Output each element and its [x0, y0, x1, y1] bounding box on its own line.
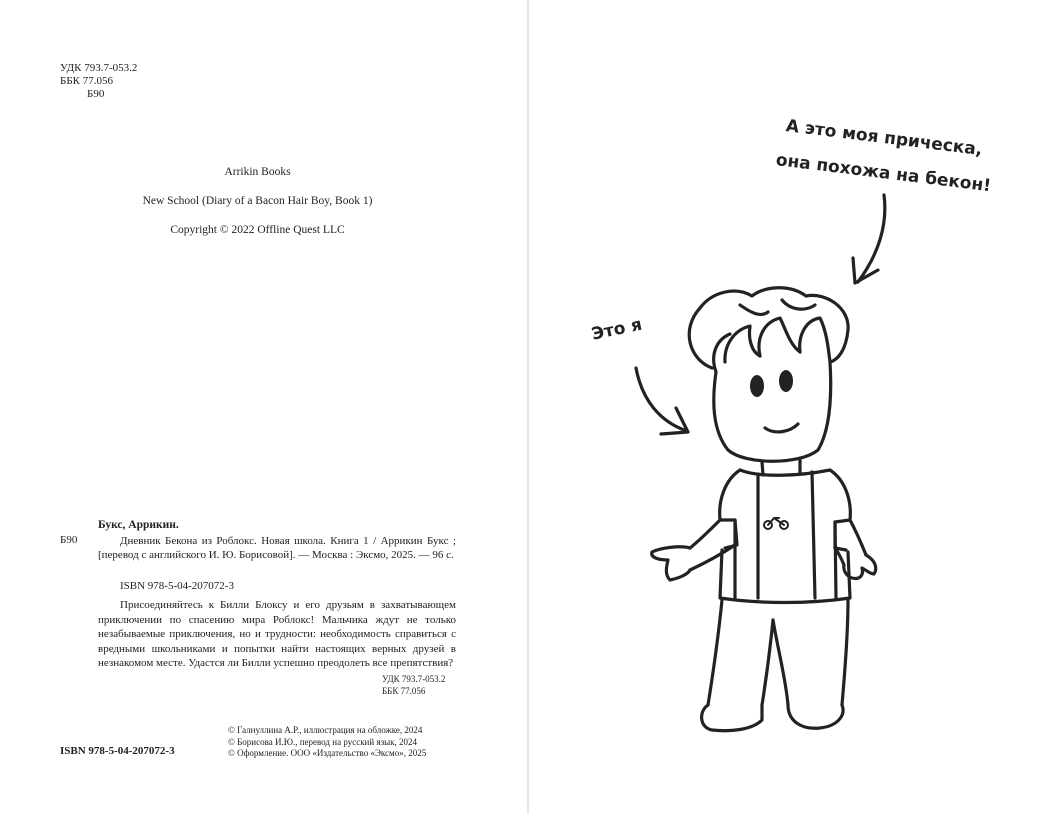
catalog-code: Б90: [60, 534, 78, 546]
bbk-line: ББК 77.056: [60, 75, 113, 87]
original-title: New School (Diary of a Bacon Hair Boy, Book 1): [142, 195, 373, 207]
head-icon: [714, 362, 831, 461]
catalog-description: Дневник Бекона из Роблокс. Новая школа. Книга 1 / Аррикин Букс ; [перевод с английского И. Ю. Борисовой]. — Москва : Эксмо, 2025. — 96 с.: [98, 535, 456, 561]
hair-callout-line1: А это моя прическа,: [784, 116, 984, 161]
catalog-annotation: Присоединяйтесь к Билли Блоксу и его друзьям в захватывающем приключении по спасению мира Роблокс! Мальчика ждут не только незабываемые приключения, но и трудности: необходимость справиться с вредными школьниками и попытки найти настоящих верных друзей в незнакомом месте. Удастся ли Билли успешно преодолеть все препятствия?: [98, 599, 456, 669]
left-page: [0, 0, 527, 814]
isbn-bottom: ISBN 978-5-04-207072-3: [60, 745, 175, 757]
catalog-isbn: ISBN 978-5-04-207072-3: [120, 580, 234, 592]
copyright-design: © Оформление. ООО «Издательство «Эксмо», 2025: [228, 748, 427, 758]
original-copyright: Copyright © 2022 Offline Quest LLC: [170, 224, 345, 236]
me-callout: Это я: [589, 314, 644, 345]
legs-icon: [702, 600, 848, 731]
catalog-bbk: ББК 77.056: [382, 686, 426, 696]
catalog-codes: [382, 673, 445, 697]
udk-line: УДК 793.7-053.2: [60, 62, 138, 74]
hair-icon: [689, 288, 848, 372]
catalog-udk: УДК 793.7-053.2: [382, 674, 446, 684]
me-arrow-icon: [636, 368, 688, 434]
hair-callout-line2: она похожа на бекон!: [774, 150, 993, 197]
udk-block-top: [60, 62, 137, 101]
catalog-author: Букс, Аррикин.: [98, 519, 179, 531]
copyright-translation: © Борисова И.Ю., перевод на русский язык, 2024: [228, 736, 418, 747]
torso-icon: [720, 470, 851, 603]
copyright-notices: [228, 725, 426, 760]
author-mark: Б90: [87, 88, 105, 100]
hair-arrow-icon: [853, 195, 885, 283]
copyright-illustration: © Галнуллина А.Р., иллюстрация на обложке, 2024: [228, 725, 423, 735]
original-publisher: Arrikin Books: [224, 166, 291, 178]
